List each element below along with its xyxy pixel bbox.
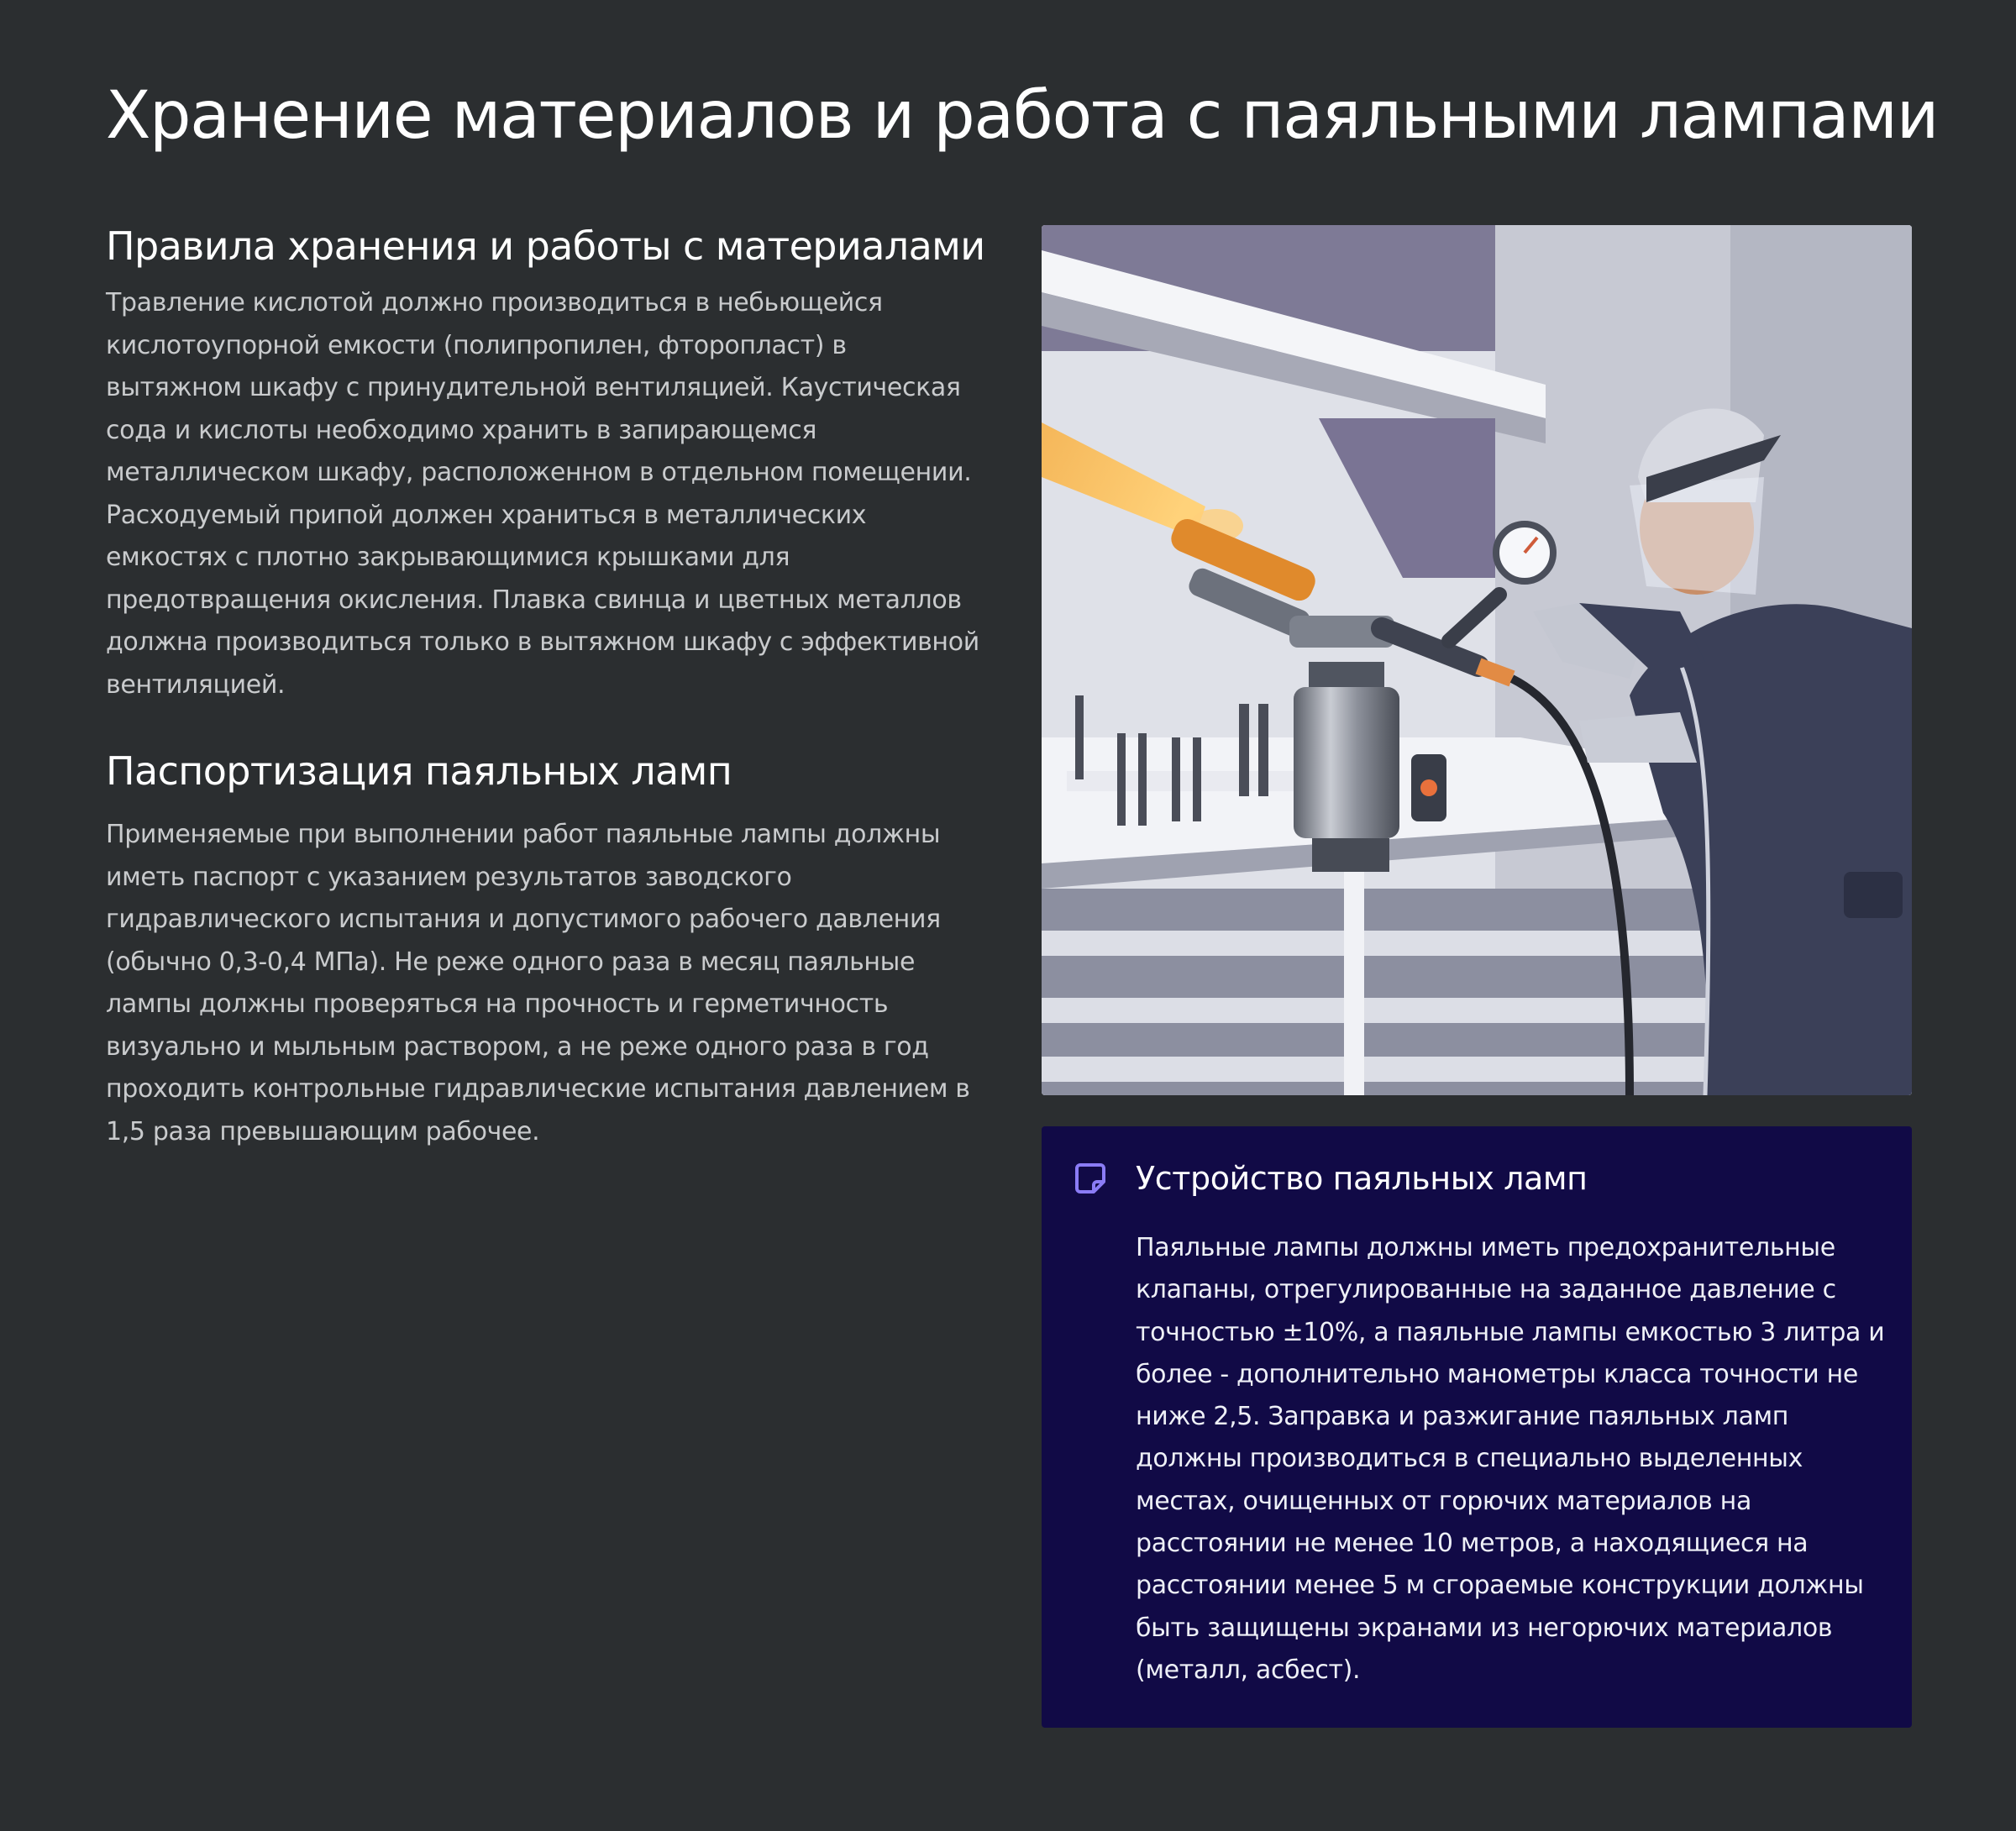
illustration-graphic [1042, 225, 1912, 1095]
callout-title: Устройство паяльных ламп [1136, 1160, 1588, 1197]
callout-text: Паяльные лампы должны иметь предохранительные клапаны, отрегулированные на заданное давление с точностью ±10%, а паяльные лампы емкостью 3 литра и более - дополнительно манометры класса точности не ниже 2,5. Заправка и разжигание паяльных ламп должны производиться в специально выделенных местах, очищенных от горючих материалов на расстоянии не менее 10 метров, а находящиеся на расстоянии менее 5 м сгораемые конструкции должны быть защищены экранами из негорючих материалов (металл, асбест). [1136, 1233, 1885, 1685]
note-icon [1074, 1162, 1107, 1195]
storage-section-heading: Правила хранения и работы с материалами [106, 223, 985, 269]
blowtorch-worker-illustration [1042, 225, 1912, 1095]
page-title: Хранение материалов и работа с паяльными лампами [106, 78, 1939, 154]
left-column [106, 217, 985, 1153]
passport-section-heading: Паспортизация паяльных ламп [106, 748, 732, 794]
passport-section-text: Применяемые при выполнении работ паяльные лампы должны иметь паспорт с указанием результатов заводского гидравлического испытания и допустимого рабочего давления (обычно 0,3-0,4 МПа). Не реже одного раза в месяц паяльные лампы должны проверяться на прочность и герметичность визуально и мыльным раствором, а не реже одного раза в год проходить контрольные гидравлические испытания давлением в 1,5 раза превышающим рабочее. [106, 820, 970, 1146]
storage-section-text: Травление кислотой должно производиться в небьющейся кислотоупорной емкости (полипропилен, фторопласт) в вытяжном шкафу с принудительной вентиляцией. Каустическая сода и кислоты необходимо хранить в запирающемся металлическом шкафу, расположенном в отдельном помещении. Расходуемый припой должен храниться в металлических емкостях с плотно закрывающимися крышками для предотвращения окисления. Плавка свинца и цветных металлов должна производиться только в вытяжном шкафу с эффективной вентиляцией. [106, 288, 979, 700]
callout-box [1042, 1126, 1912, 1728]
